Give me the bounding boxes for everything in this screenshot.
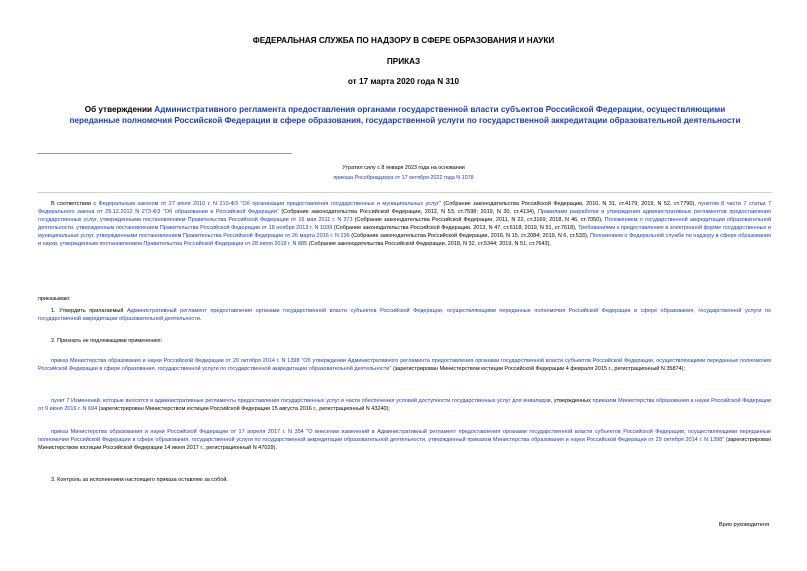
sub-item-2-text: (зарегистрирован Министерством юстиции Российской Федерации 15 августа 2016 г., регистрационный N 43240); xyxy=(97,406,390,413)
preamble-text: (Собрание законодательства Российской Федерации, 2013, N 47, ст.6118; 2019, N 51, ст.7618), xyxy=(332,225,579,232)
regulation-885-link[interactable]: Положением о Федеральной службе по надзору в сфере образования и науки, утвержденным постановлением Правительства Российской Федерации от 28 июля 2018 г. N 885 xyxy=(38,233,771,248)
order-354-link[interactable]: приказ Министерства образования и науки Российской Федерации от 17 апреля 2017 г. N 354 "О внесении изменений в Административный регламент предоставления органами государственной власти субъектов Российской Федерации, осуществляющими переданные полномочия Российской Федерации в сфере образования, государственной услуги по государственной аккредитации образовательной деятельности, утвержденный приказом Министерства образования и науки Российской Федерации от 29 октября 2014 г. N 1398" xyxy=(38,429,771,444)
order-694-link[interactable]: приказом Министерства образования и науки Российской Федерации от 9 июня 2016 г. N 694 xyxy=(38,398,771,413)
preamble-text: (Собрание законодательства Российской Федерации, 2016, N 15, ст.2084; 2019, N 6, ст.533), xyxy=(349,233,590,240)
item-1-text: 1. Утвердить прилагаемый xyxy=(51,308,127,314)
agency-heading: ФЕДЕРАЛЬНАЯ СЛУЖБА ПО НАДЗОРУ В СФЕРЕ ОБРАЗОВАНИЯ И НАУКИ xyxy=(252,36,555,45)
doc-type-heading: ПРИКАЗ xyxy=(386,57,421,66)
document-title xyxy=(60,104,750,126)
law-273-link[interactable]: пунктом 8 части 7 статьи 7 Федерального закона от 29.12.2012 N 273-ФЗ "Об образовании в Российской Федерации" xyxy=(38,201,772,216)
item-3-paragraph xyxy=(38,476,771,484)
order-1398-link[interactable]: приказ Министерства образования и науки Российской Федерации от 29 октября 2014 г. N 1398 "Об утверждении Административного регламента предоставления органами государственной власти субъектов Российской Федерации, осуществляющими переданные полномочия Российской Федерации в сфере образования, государственной услуги по государственной аккредитации образовательной деятельности" xyxy=(38,358,771,373)
item-1-paragraph xyxy=(38,307,771,323)
rules-373-link[interactable]: Правилами разработки и утверждения административных регламентов предоставления государственных услуг, утвержденными постановлением Правительства Российской Федерации от 16 мая 2011 г. N 373 xyxy=(38,209,771,224)
doc-date-number: от 17 марта 2020 года N 310 xyxy=(347,77,460,86)
title-regulation-link[interactable]: Административного регламента предоставления органами государственной власти субъектов Российской Федерации, осуществляющими переданные полномочия Российской Федерации в сфере образования, государственной услуги по государственной аккредитации образовательной деятельности xyxy=(69,105,741,125)
regulation-1039-link[interactable]: Положением о государственной аккредитации образовательной деятельности, утвержденным постановлением Правительства Российской Федерации от 18 ноября 2013 г. N 1039 xyxy=(38,217,772,232)
sub-item-1-text: (зарегистрирован Министерством юстиции Российской Федерации 4 февраля 2015 г., регистрационный N 35874); xyxy=(391,366,686,373)
preamble-text: (Собрание законодательства Российской Федерации, 2012, N 53, ст.7598; 2019, N 30, ст.4134), xyxy=(278,209,539,216)
requirements-236-link[interactable]: Требованиями к предоставлению в электронной форме государственных и муниципальных услуг, утвержденными постановлением Правительства Российской Федерации от 26 марта 2016 г. N 236 xyxy=(38,225,771,240)
item-2-paragraph xyxy=(38,337,771,345)
order-word: приказываю: xyxy=(38,296,71,302)
sub-item-2-paragraph xyxy=(38,397,771,413)
repeal-note-line1: Утратил силу с 8 января 2023 года на основании xyxy=(342,165,465,171)
law-210-link[interactable]: Федеральным законом от 27 июля 2010 г. N 210-ФЗ "Об организации предоставления государственных и муниципальных услуг" xyxy=(98,201,441,207)
item-3-text: 3. Контроль за исполнением настоящего приказа оставляю за собой. xyxy=(51,477,228,483)
signature-title: Врио руководителя xyxy=(718,522,769,528)
preamble-text: (Собрание законодательства Российской Федерации, 2011, N 22, ст.3169; 2018, N 46, ст.7050), xyxy=(352,217,605,224)
admin-regulation-link[interactable]: Административный регламент предоставления органами государственной власти субъектов Российской Федерации, осуществляющими переданные полномочия Российской Федерации в сфере образования, государственной услуги по государственной аккредитации образовательной деятельности xyxy=(38,308,771,323)
title-prefix: Об утверждении xyxy=(84,105,155,114)
note-divider xyxy=(37,192,772,193)
item-1-end: . xyxy=(199,316,202,323)
preamble-text: (Собрание законодательства Российской Федерации, 2010, N 31, ст.4179; 2019, N 52, ст.7790), xyxy=(440,201,699,207)
preamble-paragraph xyxy=(38,200,771,249)
repeal-order-link[interactable]: приказа Рособрнадзора от 17 октября 2022 года N 1078 xyxy=(333,175,474,181)
sub-item-3-paragraph xyxy=(38,428,771,452)
sub-item-3-text: (зарегистрирован Министерством юстиции Российской Федерации 14 июня 2017 г., регистрационный N 47029). xyxy=(38,437,771,452)
sub-item-2-text: , утвержденных xyxy=(550,398,593,404)
preamble-text: В соответствии с xyxy=(51,201,99,207)
sub-item-1-paragraph xyxy=(38,357,771,373)
repeal-note-link xyxy=(0,174,807,182)
item-2-text: 2. Признать не подлежащими применению: xyxy=(51,338,163,344)
preamble-text: (Собрание законодательства Российской Федерации, 2018, N 32, ст.5344; 2019, N 51, ст.7643), xyxy=(307,241,551,248)
title-divider xyxy=(37,153,292,154)
item-7-changes-link[interactable]: пункт 7 Изменений, которые вносятся в административные регламенты предоставления государственных услуг в части обеспечения условий доступности государственных услуг для инвалидов xyxy=(51,398,551,404)
